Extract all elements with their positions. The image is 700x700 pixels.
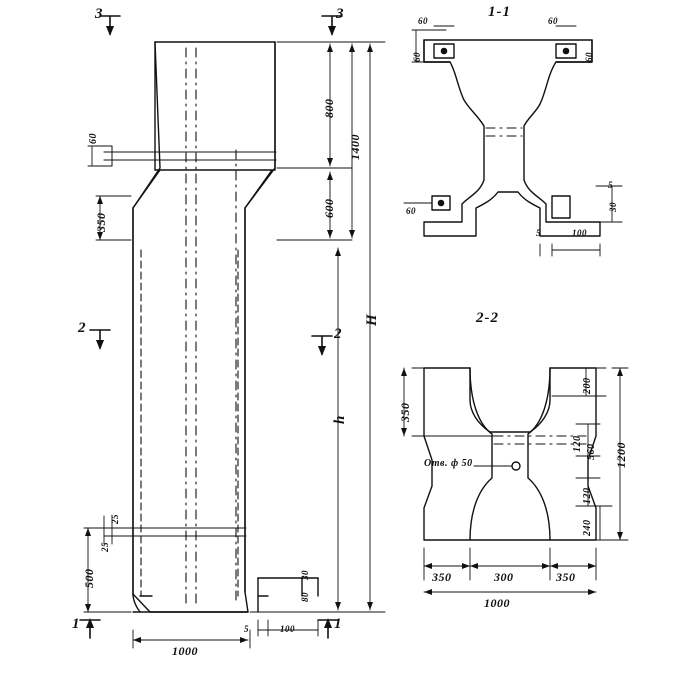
note-hole: Отв. ф 50 <box>424 458 473 469</box>
dim-80-elevation: 80 <box>300 592 310 602</box>
dim-2-2-350-bottom-left: 350 <box>432 570 452 584</box>
section-mark-3-right: 3 <box>336 6 344 22</box>
section-mark-3-left: 3 <box>95 6 103 22</box>
title-section-2-2: 2-2 <box>476 310 499 326</box>
dim-1000-elevation: 1000 <box>172 644 198 658</box>
dim-2-2-300: 300 <box>494 570 514 584</box>
dim-1400: 1400 <box>348 134 362 160</box>
dim-1-1-5b: 5 <box>608 180 613 190</box>
dim-30-elevation: 30 <box>300 570 310 580</box>
dim-2-2-120b: 120 <box>582 487 593 504</box>
dim-500: 500 <box>82 568 96 588</box>
dim-1-1-60-topright: 60 <box>548 16 558 26</box>
dim-2-2-350-left: 350 <box>398 402 412 422</box>
dim-2-2-560: 560 <box>586 443 597 460</box>
dim-60-top-left: 60 <box>88 133 99 144</box>
dim-1-1-5: 5 <box>536 228 541 238</box>
dim-100-elevation: 100 <box>280 624 295 634</box>
dim-2-2-200: 200 <box>582 377 593 394</box>
dim-H: H <box>364 313 380 326</box>
dim-2-2-1200: 1200 <box>614 442 628 468</box>
dim-600: 600 <box>322 198 336 218</box>
dim-2-2-240: 240 <box>582 519 593 536</box>
section-mark-2-left: 2 <box>78 320 86 336</box>
dim-1-1-60-left: 60 <box>412 52 422 62</box>
dim-1-1-30: 30 <box>608 202 618 212</box>
section-mark-2-right: 2 <box>334 326 342 342</box>
dim-2-2-120: 120 <box>572 435 583 452</box>
dim-1-1-60-bottom: 60 <box>406 206 416 216</box>
dim-2-2-1000: 1000 <box>484 596 510 610</box>
dim-1-1-60-topleft: 60 <box>418 16 428 26</box>
dim-2-2-350-bottom-right: 350 <box>556 570 576 584</box>
dim-5-elevation: 5 <box>244 624 249 634</box>
dim-350: 350 <box>94 212 108 232</box>
dim-h: h <box>332 415 348 424</box>
section-mark-1-right: 1 <box>334 616 342 632</box>
dim-800: 800 <box>322 98 336 118</box>
dim-1-1-100: 100 <box>572 228 587 238</box>
dim-25-a: 25 <box>100 542 110 552</box>
title-section-1-1: 1-1 <box>488 4 511 20</box>
dim-1-1-60-right: 60 <box>584 52 594 62</box>
dim-25-b: 25 <box>110 514 120 524</box>
section-mark-1-left: 1 <box>72 616 80 632</box>
